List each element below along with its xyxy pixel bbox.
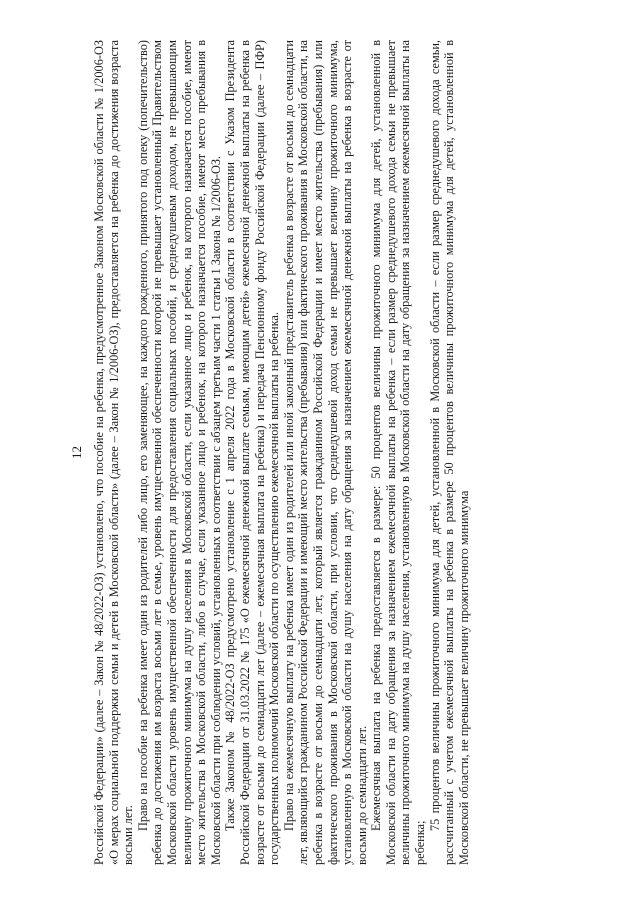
paragraph-6: 75 процентов величины прожиточного минимума для детей, установленной в Московской области – если размер среднедушевого дохода семьи, рассчитанный с учетом ежемесячной выплаты на ребенка в размере 50 процентов величины прожиточного минимума для детей, установленной в Московской области, не превышает величину прожиточного минимума [427,40,471,865]
page-number: 12 [69,446,84,459]
document-body [92,40,471,865]
paragraph-1: Российской Федерации» (далее – Закон № 48/2022-ОЗ) установлено, что пособие на ребенка, предусмотренное Законом Московской области № 1/2006-ОЗ «О мерах социальной поддержки семьи и детей в Московской области» (далее – Закон № 1/2006-ОЗ), предоставляется на ребенка до достижения возраста восьми лет. [92,40,136,865]
document-page [70,40,630,865]
paragraph-5: Ежемесячная выплата на ребенка предоставляется в размере: 50 процентов величины прожиточного минимума для детей, установленной в Московской области на дату обращения за назначением ежемесячной выплаты на ребенка – если размер среднедушевого дохода семьи не превышает величины прожиточного минимума на душу населения, установленную в Московской области на дату обращения за назначением ежемесячной выплаты на ребенка; [369,40,428,865]
paragraph-4: Право на ежемесячную выплату на ребенка имеет один из родителей или иной законный представитель ребенка в возрасте от восьми до семнадцати лет, являющийся гражданином Российской Федерации и имеющий место жительства (пребывания) или фактического проживания в Московской области, на ребенка в возрасте от восьми до семнадцати лет, который является гражданином Российской Федерации и имеет место жительства (пребывания) или фактического проживания в Московской области, при условии, что среднедушевой доход семьи не превышает величину прожиточного минимума, установленную в Московской области на душу населения на дату обращения за назначением ежемесячной денежной выплаты на ребенка в возрасте от восьми до семнадцати лет. [281,40,369,865]
paragraph-3: Также Законом № 48/2022-ОЗ предусмотрено установление с 1 апреля 2022 года в Московской области в соответствии с Указом Президента Российской Федерации от 31.03.2022 № 175 «О ежемесячной денежной выплате семьям, имеющим детей» ежемесячной денежной выплаты на ребенка в возрасте от восьми до семнадцати лет (далее – ежемесячная выплата на ребенка) и передача Пенсионному фонду Российской Федерации (далее – ПФР) государственных полномочий Московской области по осуществлению ежемесячной выплаты на ребенка. [223,40,282,865]
paragraph-2: Право на пособие на ребенка имеет один из родителей либо лицо, его заменяющее, на каждого рожденного, принятого под опеку (попечительство) ребенка до достижения им возраста восьми лет в семье, уровень имущественной обеспеченности которой не превышает установленный Правительством Московской области уровень имущественной обеспеченности для предоставления социальных пособий, и среднедушевым доходом, не превышающим величину прожиточного минимума на душу населения в Московской области, если указанное лицо и ребенок, на которого назначается пособие, имеют место жительства в Московской области, либо в случае, если указанное лицо и ребенок, на которого назначается пособие, имеют место пребывания в Московской области при соблюдении условий, установленных в соответствии с абзацем третьим части 1 статьи 1 Закона № 1/2006-ОЗ. [135,40,223,865]
